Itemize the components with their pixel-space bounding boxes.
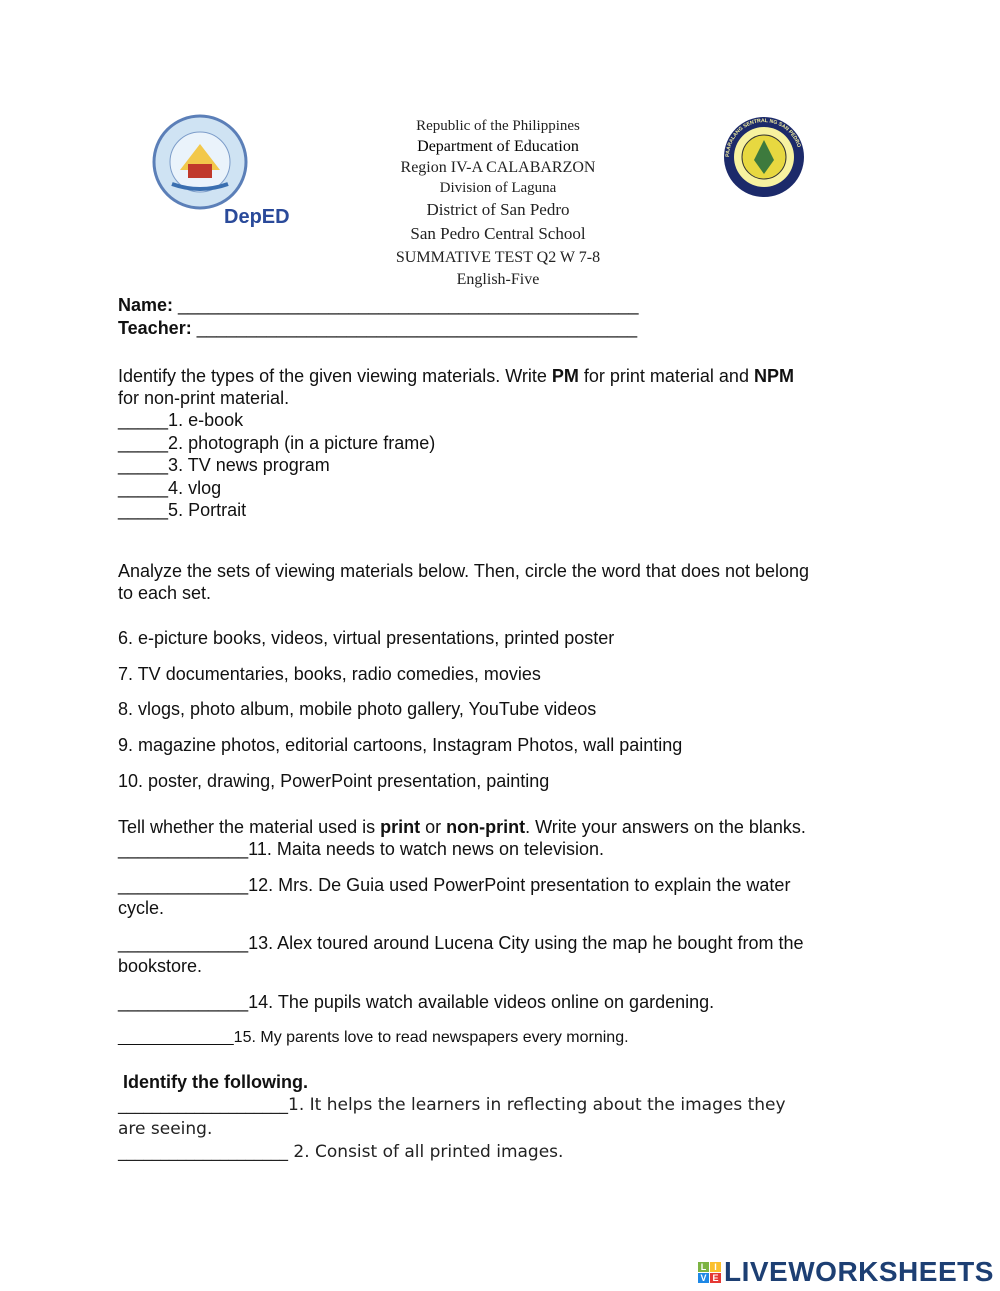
teacher-blank[interactable]: ____________________________________________ bbox=[196, 318, 638, 338]
part4-item[interactable]: ____________________ 2. Consist of all printed images. bbox=[118, 1142, 564, 1162]
header-department: Department of Education bbox=[417, 138, 579, 155]
part3-item[interactable]: _____________12. Mrs. De Guia used PowerPoint presentation to explain the water bbox=[118, 875, 791, 895]
header-region: Region IV-A CALABARZON bbox=[400, 159, 596, 176]
header-division: Division of Laguna bbox=[439, 180, 557, 196]
part4-title: Identify the following. bbox=[123, 1072, 308, 1092]
part2-item[interactable]: 6. e-picture books, videos, virtual presentations, printed poster bbox=[118, 628, 615, 648]
part3-item[interactable]: _____________15. My parents love to read newspapers every morning. bbox=[118, 1029, 629, 1046]
part2-item[interactable]: 7. TV documentaries, books, radio comedies, movies bbox=[118, 664, 541, 684]
header-district: District of San Pedro bbox=[426, 200, 570, 219]
part3-item[interactable]: _____________11. Maita needs to watch news on television. bbox=[118, 839, 605, 859]
part3-item[interactable]: _____________13. Alex toured around Lucena City using the map he bought from the bbox=[118, 933, 804, 953]
part2-instructions: Analyze the sets of viewing materials below. Then, circle the word that does not belong bbox=[118, 561, 810, 581]
part2-item[interactable]: 9. magazine photos, editorial cartoons, Instagram Photos, wall painting bbox=[118, 735, 683, 755]
part1-instructions: Identify the types of the given viewing materials. Write PM for print material and NPM bbox=[118, 366, 794, 386]
part3-item[interactable]: _____________14. The pupils watch available videos online on gardening. bbox=[118, 992, 715, 1012]
header-republic: Republic of the Philippines bbox=[416, 118, 580, 134]
part2-item[interactable]: 8. vlogs, photo album, mobile photo gallery, YouTube videos bbox=[118, 699, 597, 719]
part1-item[interactable]: _____5. Portrait bbox=[118, 500, 247, 520]
header-subject: English-Five bbox=[456, 271, 540, 288]
deped-logo: DepED bbox=[224, 206, 290, 228]
part1-item[interactable]: _____3. TV news program bbox=[118, 455, 330, 475]
part3-item-cont: cycle. bbox=[118, 898, 165, 918]
part4-item-cont: are seeing. bbox=[118, 1119, 213, 1139]
liveworksheets-logo: L I V E LIVEWORKSHEETS bbox=[698, 1256, 994, 1288]
part1-item[interactable]: _____1. e-book bbox=[118, 410, 244, 430]
school-seal-logo bbox=[718, 116, 810, 198]
part4-item[interactable]: ____________________1. It helps the learners in reflecting about the images they bbox=[118, 1095, 786, 1115]
teacher-field[interactable] bbox=[118, 317, 637, 339]
header-test-title: SUMMATIVE TEST Q2 W 7-8 bbox=[395, 249, 601, 266]
part2-instructions-cont: to each set. bbox=[118, 583, 212, 603]
part2-item[interactable]: 10. poster, drawing, PowerPoint presentation, painting bbox=[118, 771, 550, 791]
part1-instructions-cont: for non-print material. bbox=[118, 388, 290, 408]
teacher-label: Teacher: bbox=[118, 318, 192, 338]
part1-item[interactable]: _____4. vlog bbox=[118, 478, 222, 498]
name-field[interactable] bbox=[118, 294, 639, 316]
name-blank[interactable]: ______________________________________________ bbox=[178, 295, 639, 315]
live-badge-icon: L I V E bbox=[698, 1262, 721, 1283]
division-of-laguna-logo bbox=[152, 114, 248, 210]
part3-item-cont: bookstore. bbox=[118, 956, 203, 976]
seal-ring-text: PAARALANG SENTRAL NG SAN PEDRO bbox=[724, 117, 802, 158]
part3-instructions: Tell whether the material used is print or non-print. Write your answers on the blanks. bbox=[118, 817, 806, 837]
name-label: Name: bbox=[118, 295, 174, 315]
part1-item[interactable]: _____2. photograph (in a picture frame) bbox=[118, 433, 436, 453]
header-school: San Pedro Central School bbox=[410, 224, 586, 243]
